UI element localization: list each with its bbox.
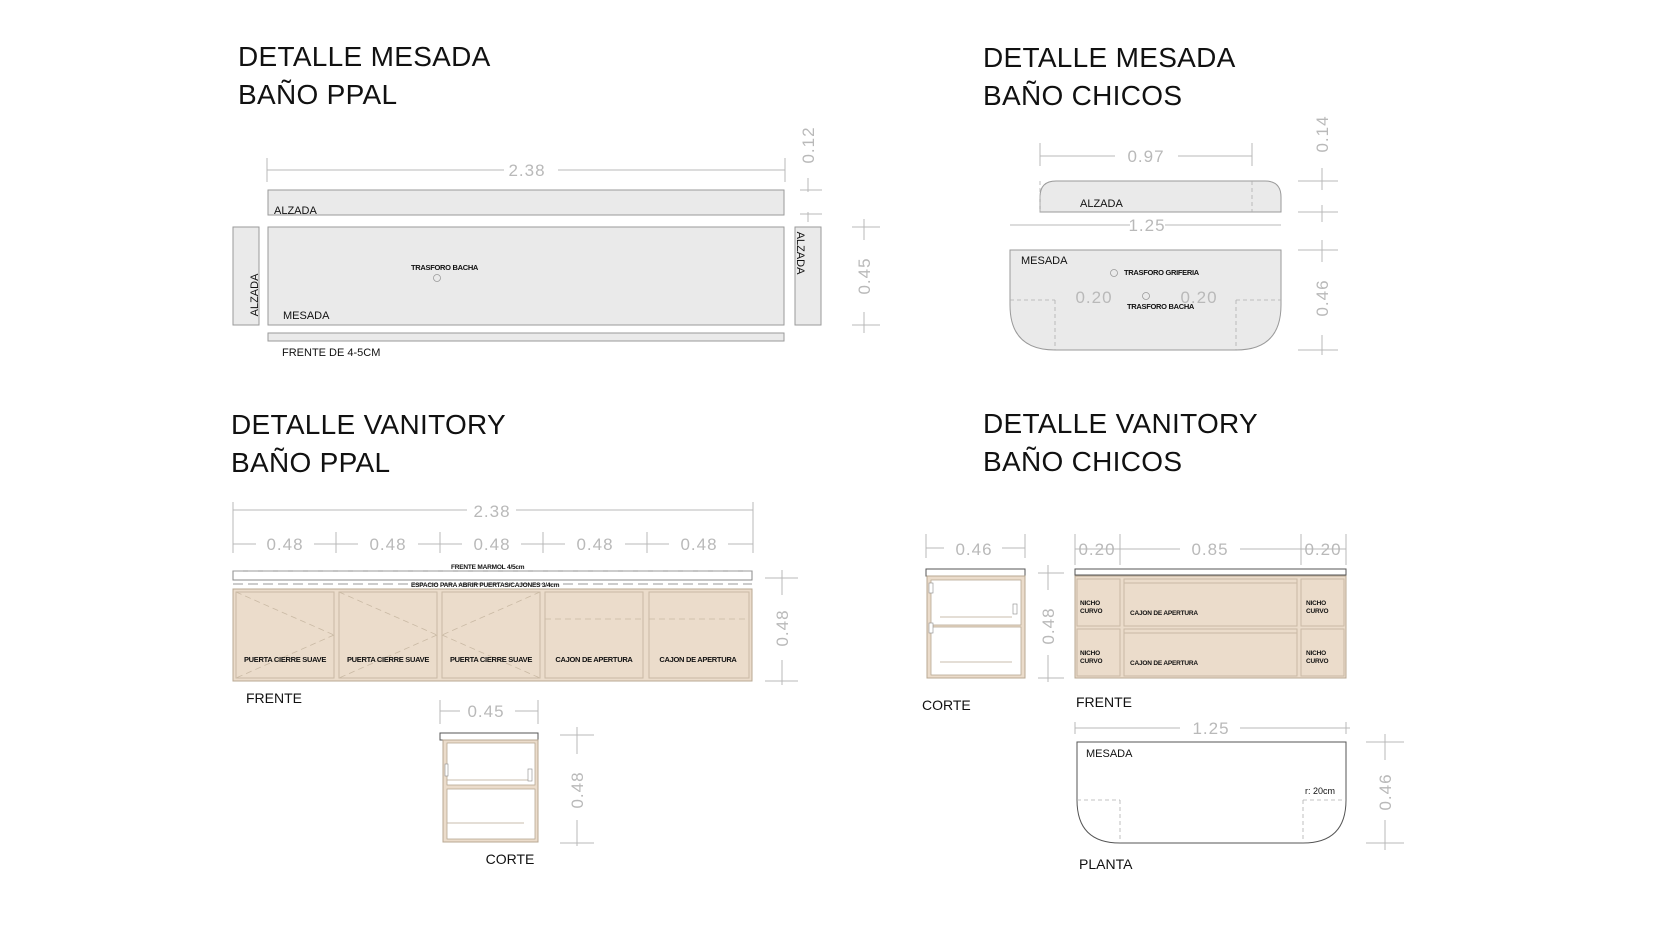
frente-view-label: FRENTE (1076, 694, 1132, 710)
corte-drawer (447, 789, 535, 839)
nicho-label: NICHO (1080, 650, 1100, 657)
vanitory-chicos-drawing (922, 534, 1404, 872)
dim-alzada: 0.12 (799, 126, 818, 164)
title-line: BAÑO CHICOS (983, 446, 1183, 477)
hinge (528, 769, 532, 781)
title-line: BAÑO PPAL (238, 79, 398, 110)
module-label: PUERTA CIERRE SUAVE (346, 655, 430, 664)
title-line: BAÑO PPAL (231, 447, 391, 478)
mesada-ppal-drawing (233, 126, 880, 359)
nicho-bottom-right (1306, 650, 1329, 665)
vanitory-body (233, 589, 752, 681)
vanitory-ppal-drawing (233, 502, 798, 867)
mesada-label: MESADA (283, 310, 330, 322)
alzada-right-label: ALZADA (794, 231, 806, 275)
alzada-label: ALZADA (1080, 198, 1123, 210)
nicho-top-right (1306, 600, 1329, 615)
planta-dim-depth: 0.46 (1376, 773, 1395, 811)
mesada-top (268, 227, 784, 325)
module-label: CAJON DE APERTURA (555, 655, 633, 664)
nicho-top-left (1080, 600, 1103, 615)
alzada-left-label: ALZADA (249, 273, 261, 317)
dim-total: 2.38 (473, 502, 511, 521)
trasforo-bacha-label: TRASFORO BACHA (1127, 302, 1195, 311)
hinge (1013, 604, 1017, 614)
mesada-chicos-drawing (1010, 115, 1338, 355)
title-line: DETALLE VANITORY (231, 409, 507, 440)
nicho-bottom-left (1080, 650, 1103, 665)
cajon-label: CAJON DE APERTURA (1130, 610, 1198, 617)
dim-top: 0.97 (1127, 147, 1165, 166)
dim-module: 0.48 (680, 535, 718, 554)
alzada-top (268, 190, 784, 215)
planta-mesada-label: MESADA (1086, 748, 1133, 760)
nicho-label: NICHO (1080, 600, 1100, 607)
planta-view-label: PLANTA (1079, 856, 1133, 872)
module-label: CAJON DE APERTURA (659, 655, 737, 664)
corte-dim-height: 0.48 (1039, 607, 1058, 645)
frente-strip (268, 333, 784, 341)
corte-drawer (931, 580, 1021, 625)
planta-radio-label: r: 20cm (1305, 786, 1336, 796)
hinge (929, 583, 933, 593)
dim-width: 2.38 (508, 161, 546, 180)
espacio-label: ESPACIO PARA ABRIR PUERTAS/CAJONES 3/4cm (411, 582, 560, 589)
title-line: BAÑO CHICOS (983, 80, 1183, 111)
cajon-label: CAJON DE APERTURA (1130, 660, 1198, 667)
corte-drawer (931, 627, 1021, 675)
corte-dim-width: 0.45 (467, 702, 505, 721)
dim-module: 0.48 (266, 535, 304, 554)
frente-marmol (233, 571, 752, 580)
corte-top (926, 569, 1025, 576)
nicho-label: CURVO (1080, 658, 1103, 665)
planta-dim-width: 1.25 (1192, 719, 1230, 738)
title-line: DETALLE MESADA (238, 41, 491, 72)
nicho-label: CURVO (1306, 658, 1329, 665)
corte-dim-height: 0.48 (568, 771, 587, 809)
dim-width: 1.25 (1128, 216, 1166, 235)
frente-dim: 0.85 (1191, 540, 1229, 559)
alzada-curved (1040, 181, 1281, 212)
frente-view-label: FRENTE (246, 690, 302, 706)
dim-module: 0.48 (369, 535, 407, 554)
dim-module: 0.48 (576, 535, 614, 554)
dim-alzada: 0.14 (1313, 115, 1332, 153)
title-line: DETALLE VANITORY (983, 408, 1259, 439)
corte-view-label: CORTE (922, 697, 971, 713)
frente-top (1075, 569, 1346, 575)
frente-marmol-label: FRENTE MARMOL 4/5cm (451, 564, 525, 571)
dim-left: 0.20 (1075, 288, 1113, 307)
dim-line (800, 178, 822, 222)
dim-right: 0.20 (1180, 288, 1218, 307)
corte-drawer (447, 743, 535, 785)
corte-top (440, 733, 538, 740)
mesada-label: MESADA (1021, 255, 1068, 267)
nicho-label: NICHO (1306, 600, 1326, 607)
hinge (929, 623, 933, 633)
hinge (445, 764, 448, 776)
frente-dim: 0.20 (1304, 540, 1342, 559)
nicho-label: CURVO (1306, 608, 1329, 615)
dim-line (1298, 168, 1338, 355)
trasforo-label: TRASFORO BACHA (411, 263, 479, 272)
dim-height: 0.48 (773, 609, 792, 647)
nicho-label: NICHO (1306, 650, 1326, 657)
module-label: PUERTA CIERRE SUAVE (449, 655, 533, 664)
module-label: PUERTA CIERRE SUAVE (243, 655, 327, 664)
corte-view-label: CORTE (485, 851, 535, 867)
frente-dim: 0.20 (1078, 540, 1116, 559)
alzada-top-label: ALZADA (274, 205, 317, 217)
corte-dim-width: 0.46 (955, 540, 993, 559)
trasforo-griferia-label: TRASFORO GRIFERIA (1124, 268, 1199, 277)
frente-label: FRENTE DE 4-5CM (282, 347, 381, 359)
title-line: DETALLE MESADA (983, 42, 1236, 73)
dim-depth: 0.46 (1313, 279, 1332, 317)
dim-module: 0.48 (473, 535, 511, 554)
dim-depth: 0.45 (855, 257, 874, 295)
nicho-label: CURVO (1080, 608, 1103, 615)
